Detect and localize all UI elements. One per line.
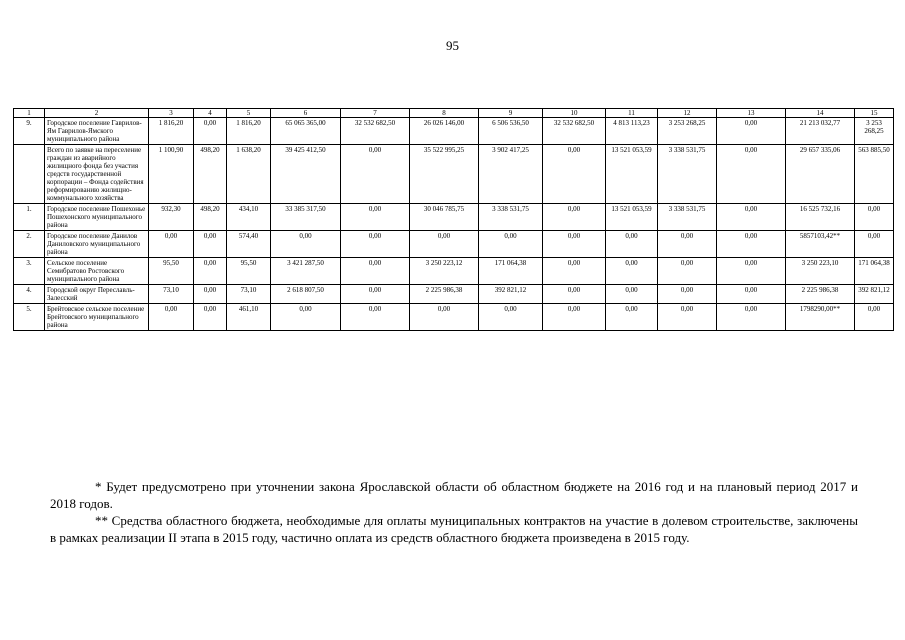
table-cell: 1 100,90: [149, 145, 194, 204]
table-cell: 0,00: [194, 231, 227, 258]
row-index: [14, 145, 45, 204]
table-cell: 30 046 785,75: [410, 204, 479, 231]
table-cell: 0,00: [410, 231, 479, 258]
column-number-header: 14: [786, 109, 855, 118]
table-cell: 0,00: [543, 304, 606, 331]
table-cell: 0,00: [606, 258, 658, 285]
table-cell: 0,00: [717, 145, 786, 204]
table-cell: 3 253 268,25: [658, 118, 717, 145]
table-row: [14, 304, 894, 331]
column-number-header: 7: [341, 109, 410, 118]
table-cell: 0,00: [410, 304, 479, 331]
column-number-header: 8: [410, 109, 479, 118]
table-cell: 0,00: [658, 285, 717, 304]
table-row: [14, 231, 894, 258]
table-cell: 0,00: [717, 258, 786, 285]
table-cell: 0,00: [543, 258, 606, 285]
table-cell: 0,00: [543, 285, 606, 304]
column-number-header: 10: [543, 109, 606, 118]
table-cell: 392 821,12: [479, 285, 543, 304]
table-row: [14, 285, 894, 304]
table-cell: 0,00: [855, 231, 894, 258]
table-cell: 0,00: [479, 231, 543, 258]
row-index: 3.: [14, 258, 45, 285]
column-number-header: 4: [194, 109, 227, 118]
table-cell: 0,00: [606, 231, 658, 258]
table-cell: 0,00: [717, 285, 786, 304]
table-cell: 1798290,00**: [786, 304, 855, 331]
column-number-header: 1: [14, 109, 45, 118]
column-number-header: 5: [227, 109, 271, 118]
table-cell: 1 816,20: [227, 118, 271, 145]
table-cell: 35 522 995,25: [410, 145, 479, 204]
table-cell: 4 813 113,23: [606, 118, 658, 145]
table-cell: 498,20: [194, 204, 227, 231]
table-cell: 3 902 417,25: [479, 145, 543, 204]
footnote-2: ** Средства областного бюджета, необходимые для оплаты муниципальных контрактов на участие в долевом строительстве, заключены в рамках реализации II этапа в 2015 году, частично оплата из средств областного бюджета произведена в 2015 году.: [50, 513, 858, 545]
table-cell: 3 338 531,75: [479, 204, 543, 231]
row-name: Брейтовское сельское поселение Брейтовского муниципального района: [45, 304, 149, 331]
column-number-header: 6: [271, 109, 341, 118]
table-cell: 29 657 335,06: [786, 145, 855, 204]
table-cell: 3 250 223,10: [786, 258, 855, 285]
table-cell: 171 064,38: [855, 258, 894, 285]
table-row: [14, 258, 894, 285]
table-cell: 95,50: [149, 258, 194, 285]
table-cell: 2 618 807,50: [271, 285, 341, 304]
table-cell: 171 064,38: [479, 258, 543, 285]
column-number-header: 15: [855, 109, 894, 118]
table-cell: 3 253 268,25: [855, 118, 894, 145]
table-row: [14, 204, 894, 231]
table-cell: 0,00: [149, 304, 194, 331]
row-index: 4.: [14, 285, 45, 304]
table-cell: 0,00: [855, 204, 894, 231]
footnotes: [50, 478, 858, 546]
table-cell: 13 521 053,59: [606, 204, 658, 231]
column-number-header: 9: [479, 109, 543, 118]
table-cell: 0,00: [606, 285, 658, 304]
row-index: 9.: [14, 118, 45, 145]
table-cell: 2 225 986,38: [786, 285, 855, 304]
row-name: Городское поселение Гаврилов-Ям Гаврилов-Ямского муниципального района: [45, 118, 149, 145]
table-cell: 0,00: [149, 231, 194, 258]
row-name: Городское поселение Данилов Даниловского муниципального района: [45, 231, 149, 258]
column-number-header: 3: [149, 109, 194, 118]
table-cell: 0,00: [543, 145, 606, 204]
table-cell: 0,00: [194, 258, 227, 285]
table-header-row: [14, 109, 894, 118]
table-cell: 13 521 053,59: [606, 145, 658, 204]
table-cell: 3 338 531,75: [658, 145, 717, 204]
table-cell: 574,40: [227, 231, 271, 258]
table-cell: 0,00: [717, 118, 786, 145]
table-cell: 0,00: [341, 204, 410, 231]
table-cell: 0,00: [341, 231, 410, 258]
table-cell: 5857103,42**: [786, 231, 855, 258]
row-index: 5.: [14, 304, 45, 331]
table-cell: 0,00: [855, 304, 894, 331]
table-cell: 73,10: [227, 285, 271, 304]
column-number-header: 2: [45, 109, 149, 118]
table-cell: 32 532 682,50: [341, 118, 410, 145]
page-number: 95: [446, 38, 459, 53]
table-cell: 1 816,20: [149, 118, 194, 145]
table-cell: 392 821,12: [855, 285, 894, 304]
table-cell: 2 225 986,38: [410, 285, 479, 304]
table-cell: 0,00: [341, 285, 410, 304]
table-cell: 0,00: [717, 231, 786, 258]
table-cell: 0,00: [658, 258, 717, 285]
table-cell: 0,00: [717, 204, 786, 231]
table-cell: 0,00: [271, 304, 341, 331]
table-cell: 434,10: [227, 204, 271, 231]
table-cell: 21 213 032,77: [786, 118, 855, 145]
table-cell: 33 385 317,50: [271, 204, 341, 231]
table-cell: 0,00: [543, 231, 606, 258]
column-number-header: 13: [717, 109, 786, 118]
table-cell: 0,00: [543, 204, 606, 231]
table-cell: 0,00: [606, 304, 658, 331]
table-cell: 95,50: [227, 258, 271, 285]
table-cell: 0,00: [194, 285, 227, 304]
table-cell: 6 506 536,50: [479, 118, 543, 145]
table-cell: 16 525 732,16: [786, 204, 855, 231]
table-cell: 0,00: [341, 145, 410, 204]
row-name: Всего по заявке на переселение граждан из аварийного жилищного фонда без участия средств государственной корпорации – Фонда содействия реформированию жилищно-коммунального хозяйства: [45, 145, 149, 204]
table-cell: 65 065 365,00: [271, 118, 341, 145]
table-cell: 0,00: [194, 304, 227, 331]
row-name: Сельское поселение Семибратово Ростовского муниципального района: [45, 258, 149, 285]
table-cell: 461,10: [227, 304, 271, 331]
table-cell: 498,20: [194, 145, 227, 204]
table-cell: 0,00: [194, 118, 227, 145]
table-cell: 0,00: [658, 304, 717, 331]
table-cell: 3 421 287,50: [271, 258, 341, 285]
table-cell: 26 026 146,00: [410, 118, 479, 145]
table-cell: 563 885,50: [855, 145, 894, 204]
column-number-header: 11: [606, 109, 658, 118]
column-number-header: 12: [658, 109, 717, 118]
table-cell: 73,10: [149, 285, 194, 304]
table-cell: 1 638,20: [227, 145, 271, 204]
row-index: 1.: [14, 204, 45, 231]
table-cell: 3 338 531,75: [658, 204, 717, 231]
resettlement-table: [13, 108, 894, 331]
table-cell: 39 425 412,50: [271, 145, 341, 204]
table-cell: 32 532 682,50: [543, 118, 606, 145]
table-cell: 0,00: [271, 231, 341, 258]
table-cell: 0,00: [479, 304, 543, 331]
row-name: Городское поселение Пошехонье Пошехонского муниципального района: [45, 204, 149, 231]
row-index: 2.: [14, 231, 45, 258]
table-row: [14, 118, 894, 145]
table-cell: 0,00: [717, 304, 786, 331]
table-cell: 0,00: [658, 231, 717, 258]
table-cell: 0,00: [341, 258, 410, 285]
table-row: [14, 145, 894, 204]
table-cell: 3 250 223,12: [410, 258, 479, 285]
footnote-1: * Будет предусмотрено при уточнении закона Ярославской области об областном бюджете на 2016 год и на плановый период 2017 и 2018 годов.: [50, 479, 858, 511]
table-cell: 932,30: [149, 204, 194, 231]
table-cell: 0,00: [341, 304, 410, 331]
row-name: Городской округ Переславль-Залесский: [45, 285, 149, 304]
data-table-container: [13, 108, 893, 331]
